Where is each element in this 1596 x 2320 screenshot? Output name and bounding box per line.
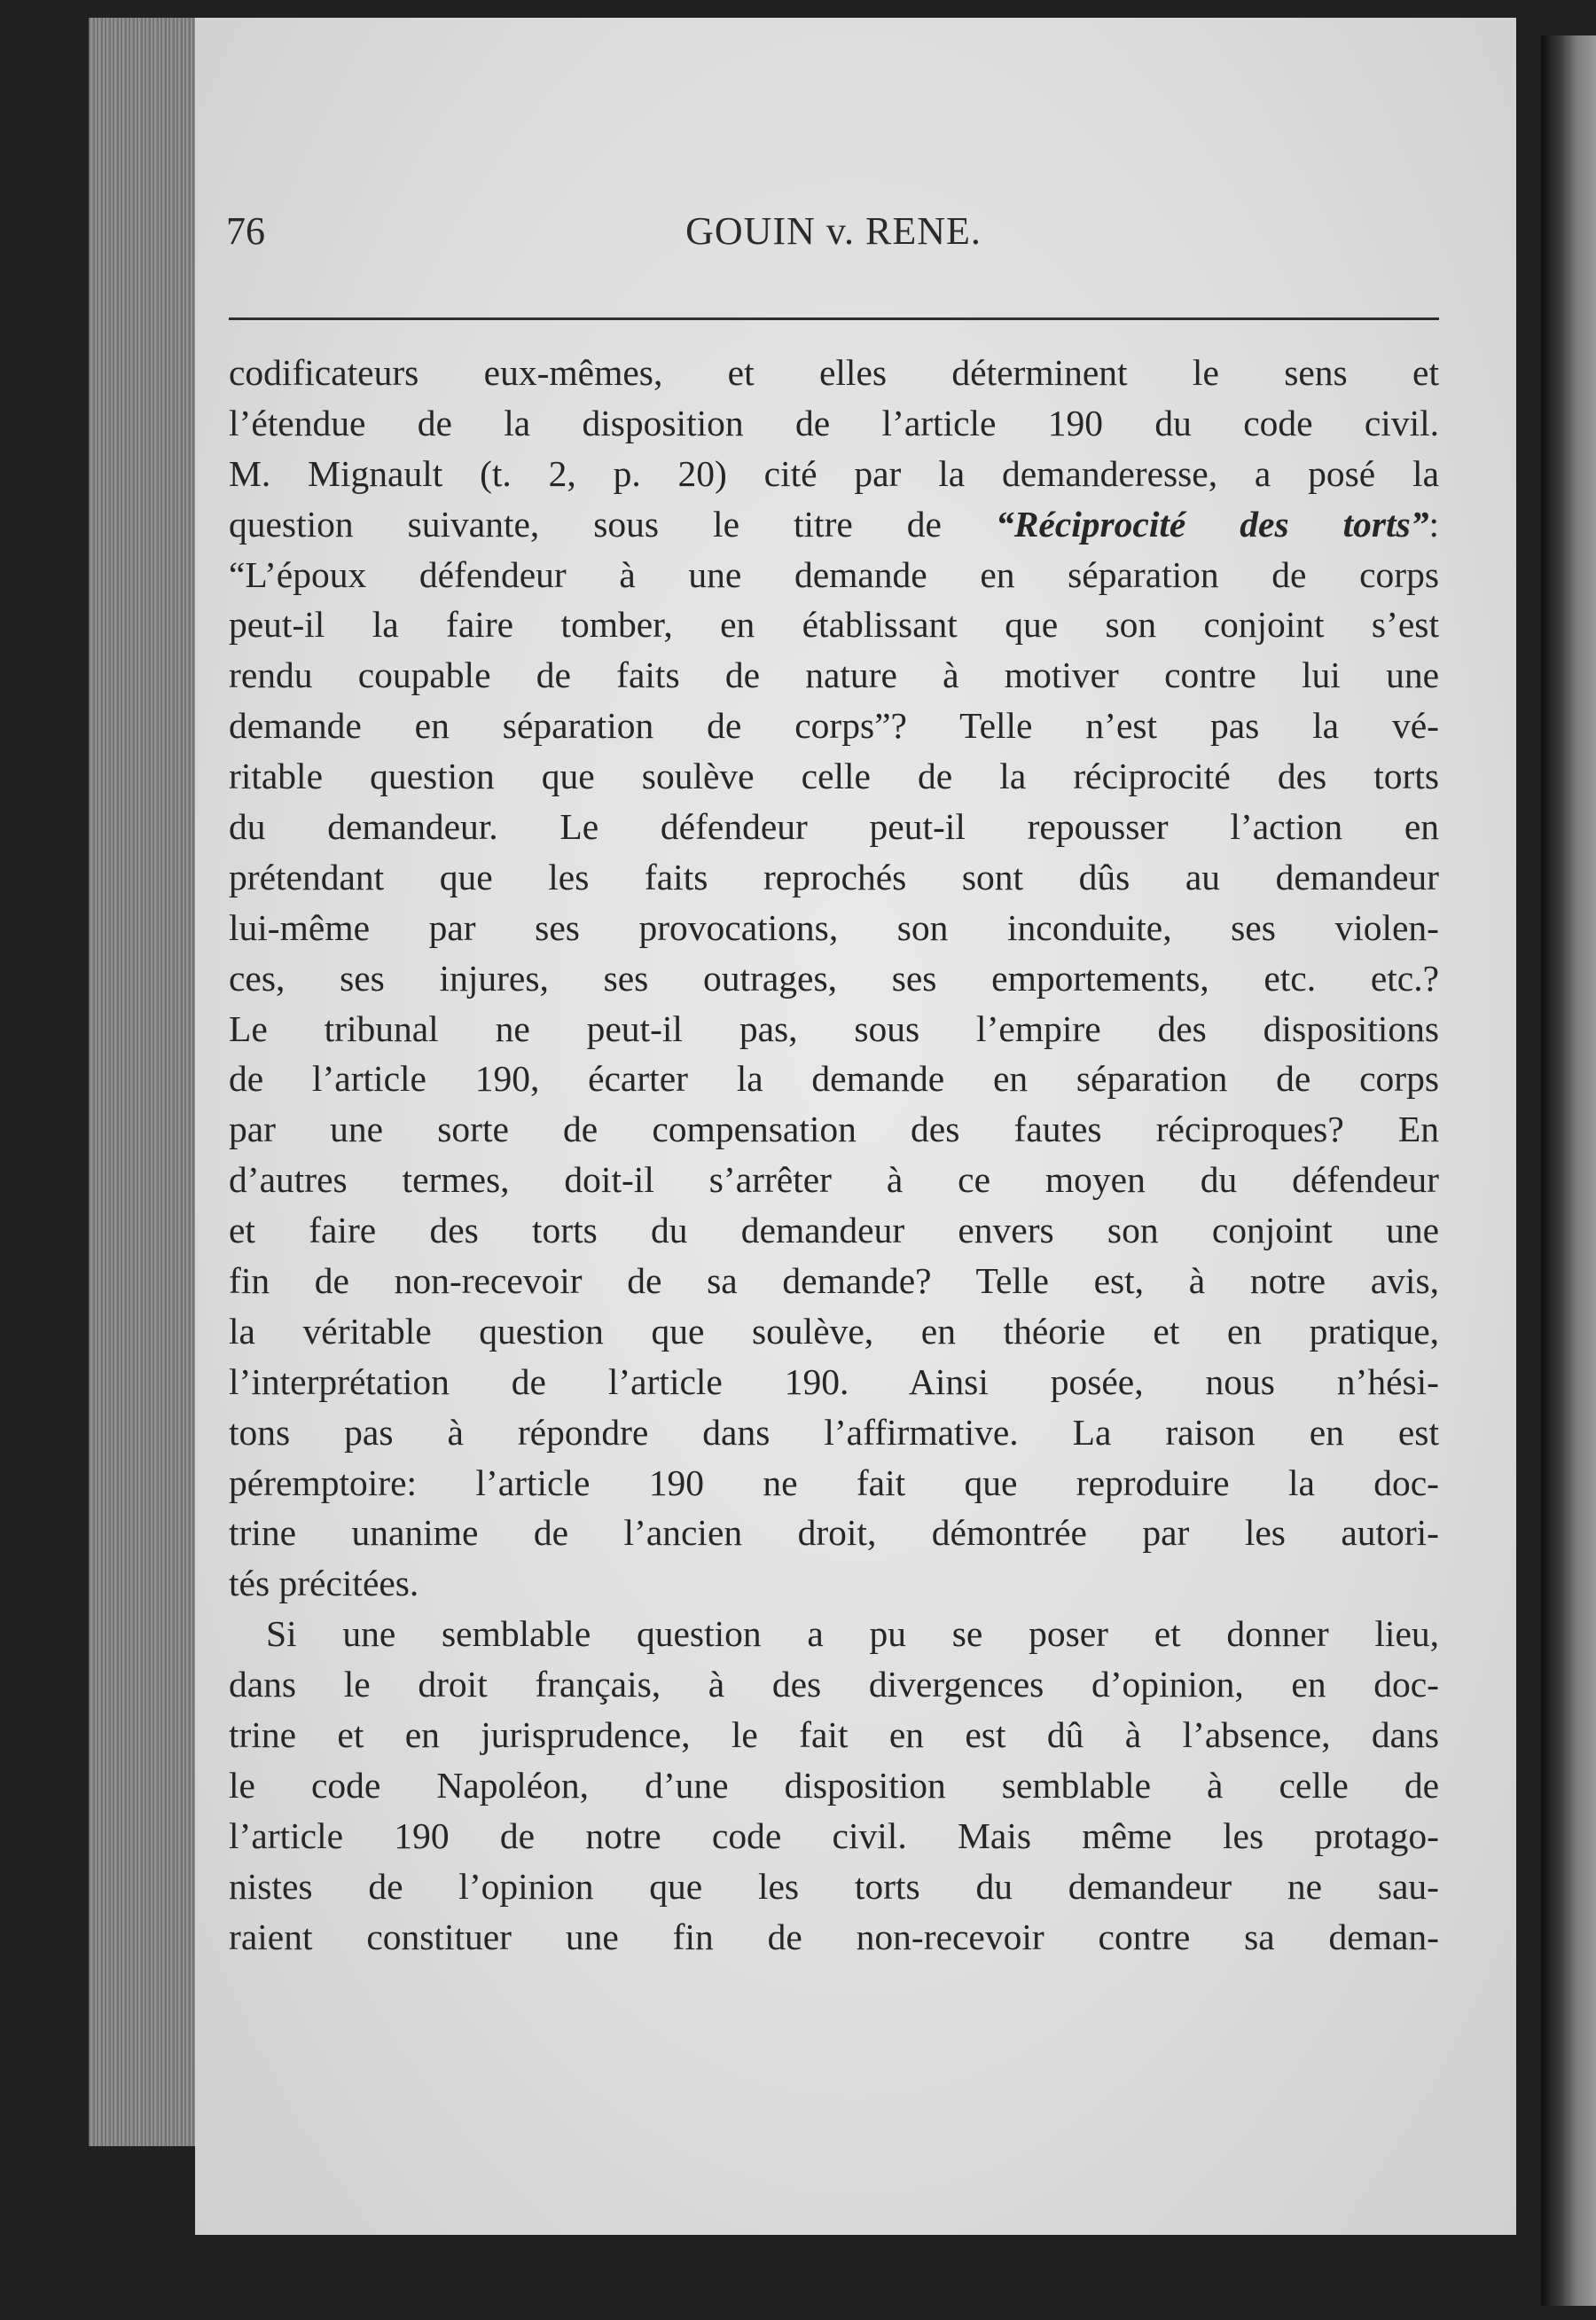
page-header	[226, 208, 1441, 270]
text-line: M. Mignault (t. 2, p. 20) cité par la demanderesse, a posé la	[229, 452, 1439, 494]
body-text	[229, 348, 1439, 1963]
text-line: ces, ses injures, ses outrages, ses emportements, etc. etc.?	[229, 957, 1439, 999]
text-line: lui-même par ses provocations, son inconduite, ses violen-	[229, 906, 1439, 948]
adjacent-page	[1541, 35, 1596, 2306]
text-line: nistes de l’opinion que les torts du demandeur ne sau-	[229, 1865, 1439, 1907]
text-line: Le tribunal ne peut-il pas, sous l’empire des dispositions	[229, 1007, 1439, 1049]
header-rule	[229, 317, 1439, 320]
text-line: la véritable question que soulève, en théorie et en pratique,	[229, 1310, 1439, 1352]
text-line: ritable question que soulève celle de la réciprocité des torts	[229, 756, 1439, 797]
text-line: rendu coupable de faits de nature à motiver contre lui une	[229, 654, 1439, 696]
text-line: Si une semblable question a pu se poser et donner lieu,	[266, 1613, 1439, 1655]
text-line: par une sorte de compensation des fautes réciproques? En	[229, 1109, 1439, 1150]
text-line: codificateurs eux-mêmes, et elles déterminent le sens et	[229, 352, 1439, 393]
text-line: l’article 190 de notre code civil. Mais même les protago-	[229, 1814, 1439, 1856]
italic-title: “Réciprocité des torts”	[995, 503, 1429, 545]
text-line-start: question suivante, sous le titre de	[229, 503, 996, 545]
text-line: trine unanime de l’ancien droit, démontrée par les autori-	[229, 1512, 1439, 1554]
running-title: GOUIN v. RENE.	[685, 209, 982, 253]
text-line: péremptoire: l’article 190 ne fait que reproduire la doc-	[229, 1462, 1439, 1503]
text-line: prétendant que les faits reprochés sont dûs au demandeur	[229, 856, 1439, 897]
text-line: de l’article 190, écarter la demande en séparation de corps	[229, 1058, 1439, 1100]
text-line: et faire des torts du demandeur envers son conjoint une	[229, 1210, 1439, 1251]
text-line: raient constituer une fin de non-recevoir contre sa deman-	[229, 1916, 1439, 1957]
text-line: “L’époux défendeur à une demande en séparation de corps	[229, 553, 1439, 595]
text-line: l’interprétation de l’article 190. Ainsi posée, nous n’hési-	[229, 1360, 1439, 1402]
text-line: tons pas à répondre dans l’affirmative. La raison en est	[229, 1411, 1439, 1453]
text-line: du demandeur. Le défendeur peut-il repousser l’action en	[229, 806, 1439, 848]
text-line-end: :	[1428, 503, 1439, 545]
text-line: peut-il la faire tomber, en établissant que son conjoint s’est	[229, 604, 1439, 646]
page-number: 76	[226, 209, 265, 253]
text-line: trine et en jurisprudence, le fait en est dû à l’absence, dans	[229, 1714, 1439, 1756]
text-line: tés précitées.	[229, 1563, 419, 1604]
text-line: fin de non-recevoir de sa demande? Telle est, à notre avis,	[229, 1260, 1439, 1302]
text-line: d’autres termes, doit-il s’arrêter à ce moyen du défendeur	[229, 1159, 1439, 1201]
text-line	[229, 499, 1439, 550]
text-line: le code Napoléon, d’une disposition semblable à celle de	[229, 1764, 1439, 1806]
text-line: demande en séparation de corps”? Telle n’est pas la vé-	[229, 705, 1439, 747]
text-line: dans le droit français, à des divergences d’opinion, en doc-	[229, 1664, 1439, 1705]
text-line: l’étendue de la disposition de l’article 190 du code civil.	[229, 402, 1439, 443]
